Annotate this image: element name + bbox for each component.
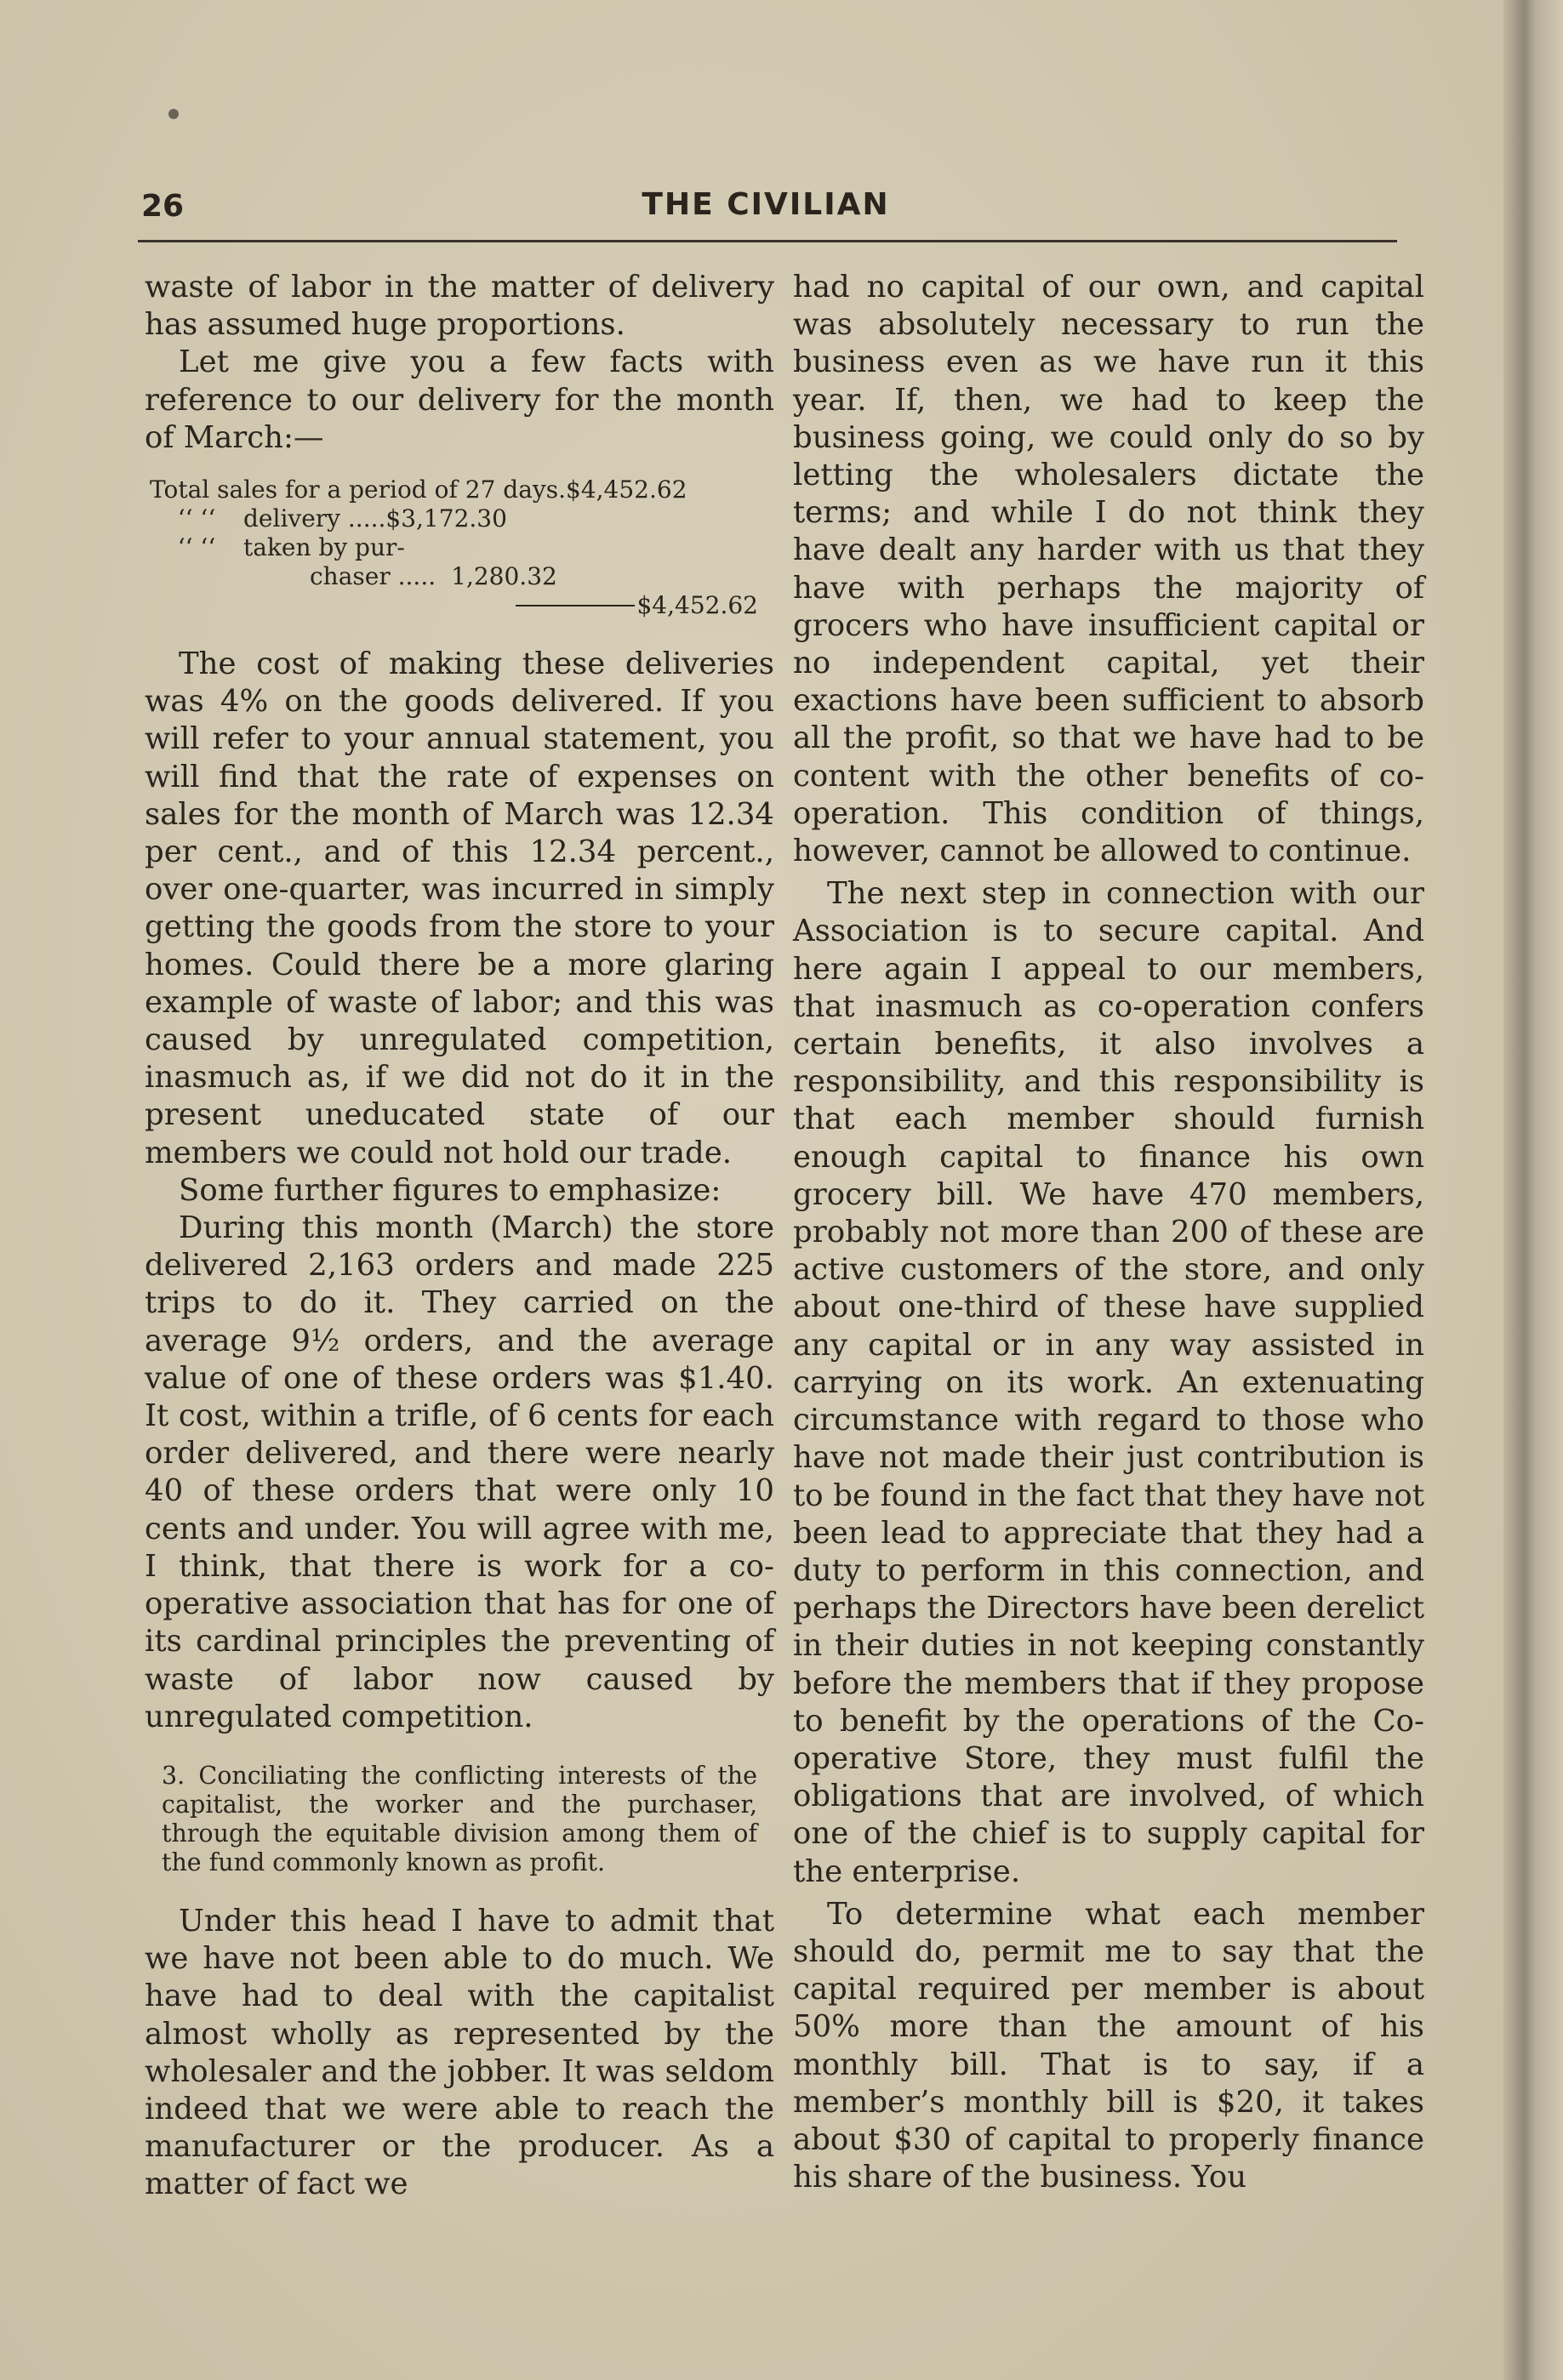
sales-label: Total sales for a period of 27 days. [150,475,566,504]
sales-value: 1,280.32 [451,562,557,591]
ink-spot [168,109,179,119]
paragraph: Some further figures to emphasize: [179,1172,722,1208]
running-head-title: THE CIVILIAN [642,187,890,222]
ditto-marks: ‘‘ ‘‘ [177,533,216,562]
page-edge-shadow [1503,0,1563,2380]
paragraph: Let me give you a few facts with reference to our delivery for the month of March:— [145,344,774,455]
page-header [136,185,1395,236]
sales-total-line [150,591,758,620]
sales-label: taken by pur- [243,533,405,562]
paragraph: The next step in connection with our Association is to secure capital. And here again I appeal to our members, that inasmuch as co-operation confers certain benefits, it also involves a responsibility, and this responsibility is that each member should furnish enough capital to finance his own grocery bill. We have 470 members, probably not more than 200 of these are active customers of the store, and only about one-third of these have supplied any capital or in any way assisted in carrying on its work. An extenuating circumstance with regard to those who have not made their just contribution is to be found in the fact that they have not been lead to appreciate that they had a duty to perform in this connection, and perhaps the Directors have been derelict in their duties in not keeping constantly before the members that if they propose to benefit by the operations of the Co-operative Store, they must fulfil the obligations that are involved, of which one of the chief is to supply capital for the enterprise. [793,876,1424,1889]
sales-total-value: $4,452.62 [636,591,758,620]
sales-label: chaser ..... [310,562,436,591]
total-rule [516,605,635,606]
right-column [793,269,1424,2196]
paragraph: Under this head I have to admit that we have not been able to do much. We have had to deal with the capitalist almost wholly as represented by the wholesaler and the jobber. It was seldom indeed that we were able to reach the manufacturer or the producer. As a matter of fact we [145,1903,774,2202]
paragraph: waste of labor in the matter of delivery has assumed huge proportions. [145,270,774,343]
section-subheading: 3. Conciliating the conflicting interests of the capitalist, the worker and the purchaser, through the equitable division among them of the fund commonly known as profit. [162,1761,757,1876]
paragraph: The cost of making these deliveries was 4% on the goods delivered. If you will refer to your annual statement, you will find that the rate of expenses on sales for the month of March was 12.34 per cent., and of this 12.34 percent., over one-quarter, was incurred in simply getting the goods from the store to your homes. Could there be a more glaring example of waste of labor; and this was caused by unregulated competition, inasmuch as, if we did not do it in the present uneducated state of our members we could not hold our trade. [145,646,774,1170]
sales-label: delivery ..... [243,504,386,533]
paragraph: To determine what each member should do, permit me to say that the capital required per member is about 50% more than the amount of his monthly bill. That is to say, if a member’s monthly bill is $20, it takes about $30 of capital to properly finance his share of the business. You [793,1896,1424,2195]
paragraph: had no capital of our own, and capital was absolutely necessary to run the business even as we have run it this year. If, then, we had to keep the business going, we could only do so by letting the wholesalers dictate the terms; and while I do not think they have dealt any harder with us that they have with perhaps the majority of grocers who have insufficient capital or no independent capital, yet their exactions have been sufficient to absorb all the profit, so that we have had to be content with the other benefits of co-operation. This condition of things, however, cannot be allowed to continue. [793,270,1424,869]
sales-row-taken [150,533,758,562]
sales-value: $4,452.62 [566,475,687,504]
sales-figures-table [150,475,758,620]
ditto-marks: ‘‘ ‘‘ [177,504,216,533]
sales-row-total [150,475,758,504]
sales-row-delivery [150,504,758,533]
left-column [145,269,774,2204]
sales-value: $3,172.30 [385,504,507,533]
header-rule [138,240,1397,242]
sales-row-purchaser [150,562,758,591]
paragraph: During this month (March) the store delivered 2,163 orders and made 225 trips to do it. They carried on the average 9½ orders, and the average value of one of these orders was $1.40. It cost, within a trifle, of 6 cents for each order delivered, and there were nearly 40 of these orders that were only 10 cents and under. You will agree with me, I think, that there is work for a co-operative association that has for one of its cardinal principles the preventing of waste of labor now caused by unregulated competition. [145,1210,774,1734]
page-number: 26 [141,189,185,224]
